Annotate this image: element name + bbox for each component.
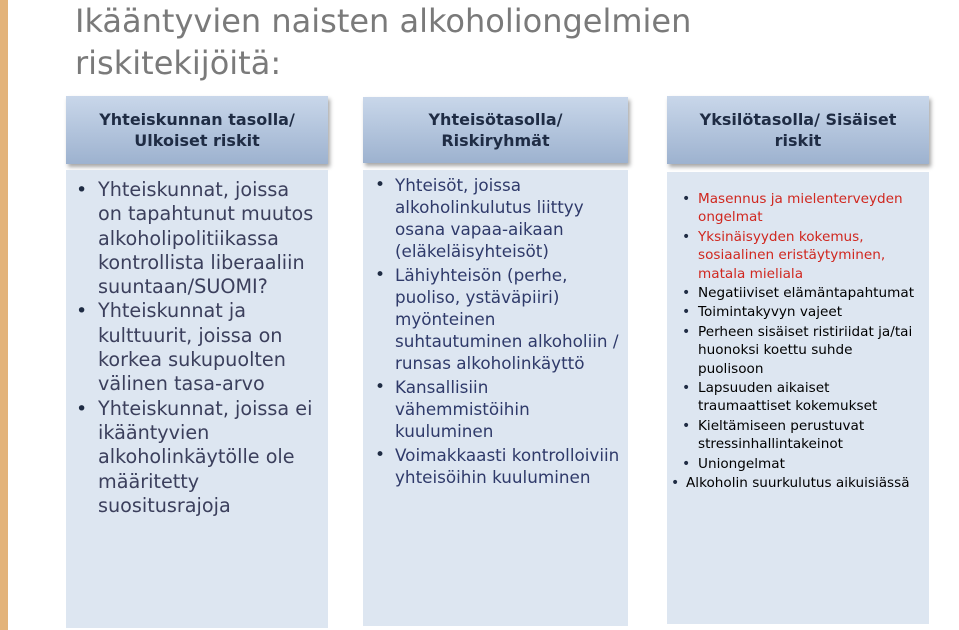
slide-title: Ikääntyvien naisten alkoholiongelmien riskitekijöitä: [75,2,692,82]
list-item: • Negatiiviset elämäntapahtumat [698,284,921,302]
column-header-line: Yhteiskunnan tasolla/ [99,110,295,129]
column-body-individual [667,172,929,624]
column-body-society [66,170,328,628]
list-item: • Lähiyhteisön (perhe, puoliso, ystäväpiiri) myönteinen suhtautuminen alkoholiin / runsas alkoholinkäyttö [395,264,622,374]
list-item: • Uniongelmat [698,455,921,473]
column-header-line: riskit [774,131,822,150]
list-item: • Yhteiskunnat, joissa ei ikääntyvien alkoholinkäytölle ole määritetty suositusrajoja [98,397,318,518]
column-header-line: Ulkoiset riskit [134,131,260,150]
list-item: • Perheen sisäiset ristiriidat ja/tai huonoksi koettu suhde puolisoon [698,323,921,378]
risk-list-community [395,174,622,488]
column-header-individual [667,96,929,164]
list-item: • Voimakkaasti kontrolloiviin yhteisöihin kuuluminen [395,444,622,488]
list-item: • Alkoholin suurkulutus aikuisiässä [686,474,921,492]
column-header-community [363,97,628,163]
slide-accent-bar [0,0,8,630]
column-header-line: Riskiryhmät [441,131,550,150]
column-header-line: Yhteisötasolla/ [428,110,563,129]
list-item-highlighted: • Masennus ja mielenterveyden ongelmat [698,190,921,227]
list-item: • Kansallisiin vähemmistöihin kuuluminen [395,376,622,442]
list-item-highlighted: • Yksinäisyyden kokemus, sosiaalinen eristäytyminen, matala mieliala [698,228,921,283]
list-item: • Yhteiskunnat ja kulttuurit, joissa on korkea sukupuolten välinen tasa-arvo [98,299,318,396]
list-item: • Kieltämiseen perustuvat stressinhallintakeinot [698,417,921,454]
risk-list-society [98,178,318,518]
list-item: • Toimintakyvyn vajeet [698,303,921,321]
column-header-line: Yksilötasolla/ Sisäiset [699,110,897,129]
column-body-community [363,170,628,626]
list-item: • Yhteiskunnat, joissa on tapahtunut muutos alkoholipolitiikassa kontrollista liberaaliin suuntaan/SUOMI? [98,178,318,299]
column-header-society [66,96,328,164]
list-item: • Yhteisöt, joissa alkoholinkulutus liittyy osana vapaa-aikaan (eläkeläisyhteisöt) [395,174,622,262]
risk-list-individual [686,190,921,493]
list-item: • Lapsuuden aikaiset traumaattiset kokemukset [698,379,921,416]
